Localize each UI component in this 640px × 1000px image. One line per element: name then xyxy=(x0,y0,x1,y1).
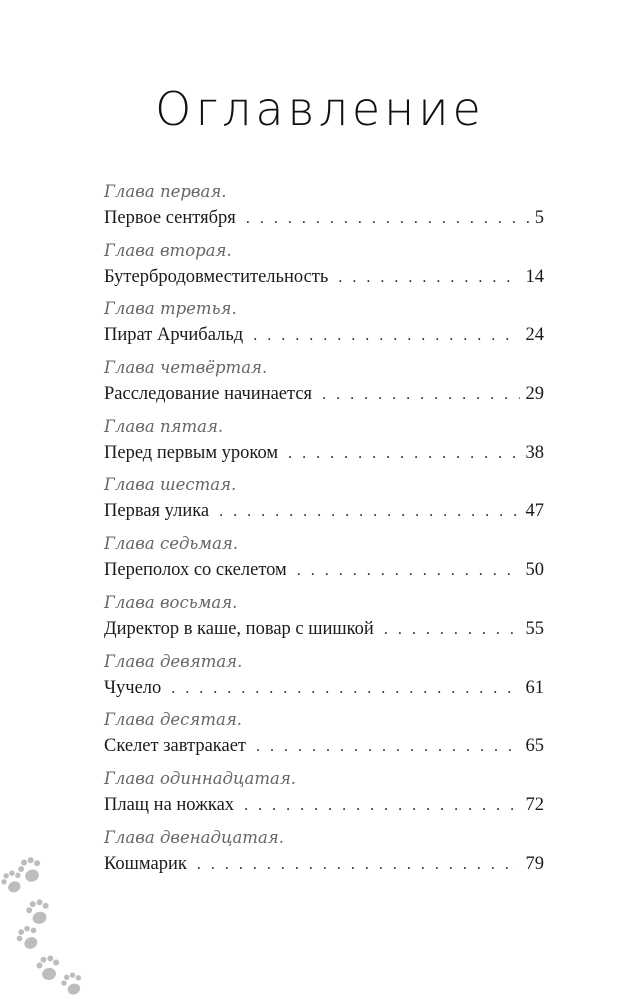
toc-line xyxy=(104,615,544,643)
page-number: 14 xyxy=(525,266,544,287)
entry-title: Чучело xyxy=(104,677,162,698)
entry-title: Скелет завтракает xyxy=(104,736,247,757)
toc-line xyxy=(104,380,544,408)
toc-line xyxy=(104,850,544,878)
chapter-label: Глава десятая. xyxy=(104,710,242,730)
toc-line xyxy=(104,321,544,349)
chapter-label: Глава восьмая. xyxy=(104,592,238,612)
toc-line xyxy=(104,439,544,467)
entry-title: Пират Арчибальд xyxy=(104,325,244,346)
chapter-label: Глава двенадцатая. xyxy=(104,827,284,847)
dot-leader xyxy=(197,851,520,879)
toc-entry[interactable] xyxy=(104,415,544,474)
entry-title: Переполох со скелетом xyxy=(104,560,287,581)
chapter-label: Глава первая. xyxy=(104,182,227,201)
chapter-label: Глава четвёртая. xyxy=(104,358,268,378)
paw-print xyxy=(0,868,26,896)
page-number: 55 xyxy=(525,618,544,639)
page-number: 72 xyxy=(525,794,544,815)
chapter-label: Глава седьмая. xyxy=(104,534,239,554)
entry-title: Бутербродовместительность xyxy=(104,266,329,287)
page-number: 5 xyxy=(534,208,544,228)
entry-title: Первое сентября xyxy=(104,208,236,228)
toc-entry[interactable] xyxy=(104,650,544,709)
dot-leader xyxy=(256,733,519,761)
dot-leader xyxy=(171,675,519,703)
entry-title: Расследование начинается xyxy=(104,384,313,405)
table-of-contents xyxy=(104,180,544,884)
chapter-label: Глава пятая. xyxy=(104,416,224,436)
page-number: 38 xyxy=(525,442,544,463)
page-number: 24 xyxy=(525,325,544,346)
chapter-label: Глава вторая. xyxy=(104,240,232,260)
paw-print xyxy=(13,922,43,953)
chapter-label: Глава девятая. xyxy=(104,651,243,671)
page-number: 29 xyxy=(525,384,544,405)
toc-entry[interactable] xyxy=(104,591,544,650)
chapter-label: Глава шестая. xyxy=(104,475,237,495)
toc-entry[interactable] xyxy=(104,708,544,767)
toc-line xyxy=(104,674,544,702)
toc-entry[interactable] xyxy=(104,356,544,415)
toc-line xyxy=(104,732,544,760)
entry-title: Первая улика xyxy=(104,501,210,522)
dot-leader xyxy=(219,498,519,526)
chapter-label: Глава третья. xyxy=(104,299,237,319)
dot-leader xyxy=(297,557,520,585)
page-number: 65 xyxy=(525,736,544,757)
dot-leader xyxy=(244,792,519,820)
toc-line xyxy=(104,791,544,819)
paw-print xyxy=(16,855,46,885)
entry-title: Плащ на ножках xyxy=(104,794,235,815)
toc-line xyxy=(104,497,544,525)
dot-leader xyxy=(253,322,519,350)
toc-entry[interactable] xyxy=(104,826,544,885)
chapter-label: Глава одиннадцатая. xyxy=(104,768,297,788)
toc-entry[interactable] xyxy=(104,297,544,356)
page-number: 61 xyxy=(525,677,544,698)
entry-title: Кошмарик xyxy=(104,853,187,874)
page-number: 47 xyxy=(525,501,544,522)
entry-title: Перед первым уроком xyxy=(104,442,279,463)
paw-prints-icon xyxy=(0,850,90,1000)
dot-leader xyxy=(288,440,519,468)
toc-entry[interactable] xyxy=(104,239,544,298)
toc-entry[interactable] xyxy=(104,532,544,591)
toc-line xyxy=(104,263,544,291)
page-number: 79 xyxy=(525,853,544,874)
toc-entry[interactable] xyxy=(104,767,544,826)
toc-entry[interactable] xyxy=(104,180,544,239)
toc-entry[interactable] xyxy=(104,473,544,532)
page-title: Оглавление xyxy=(155,82,485,136)
toc-line xyxy=(104,204,544,232)
paw-print xyxy=(59,970,86,997)
toc-line xyxy=(104,556,544,584)
entry-title: Директор в каше, повар с шишкой xyxy=(104,618,374,639)
dot-leader xyxy=(384,616,520,644)
dot-leader xyxy=(246,205,529,233)
page-number: 50 xyxy=(525,560,544,581)
dot-leader xyxy=(322,381,519,409)
dot-leader xyxy=(338,264,519,292)
paw-print xyxy=(24,897,52,926)
paw-print xyxy=(35,954,62,982)
